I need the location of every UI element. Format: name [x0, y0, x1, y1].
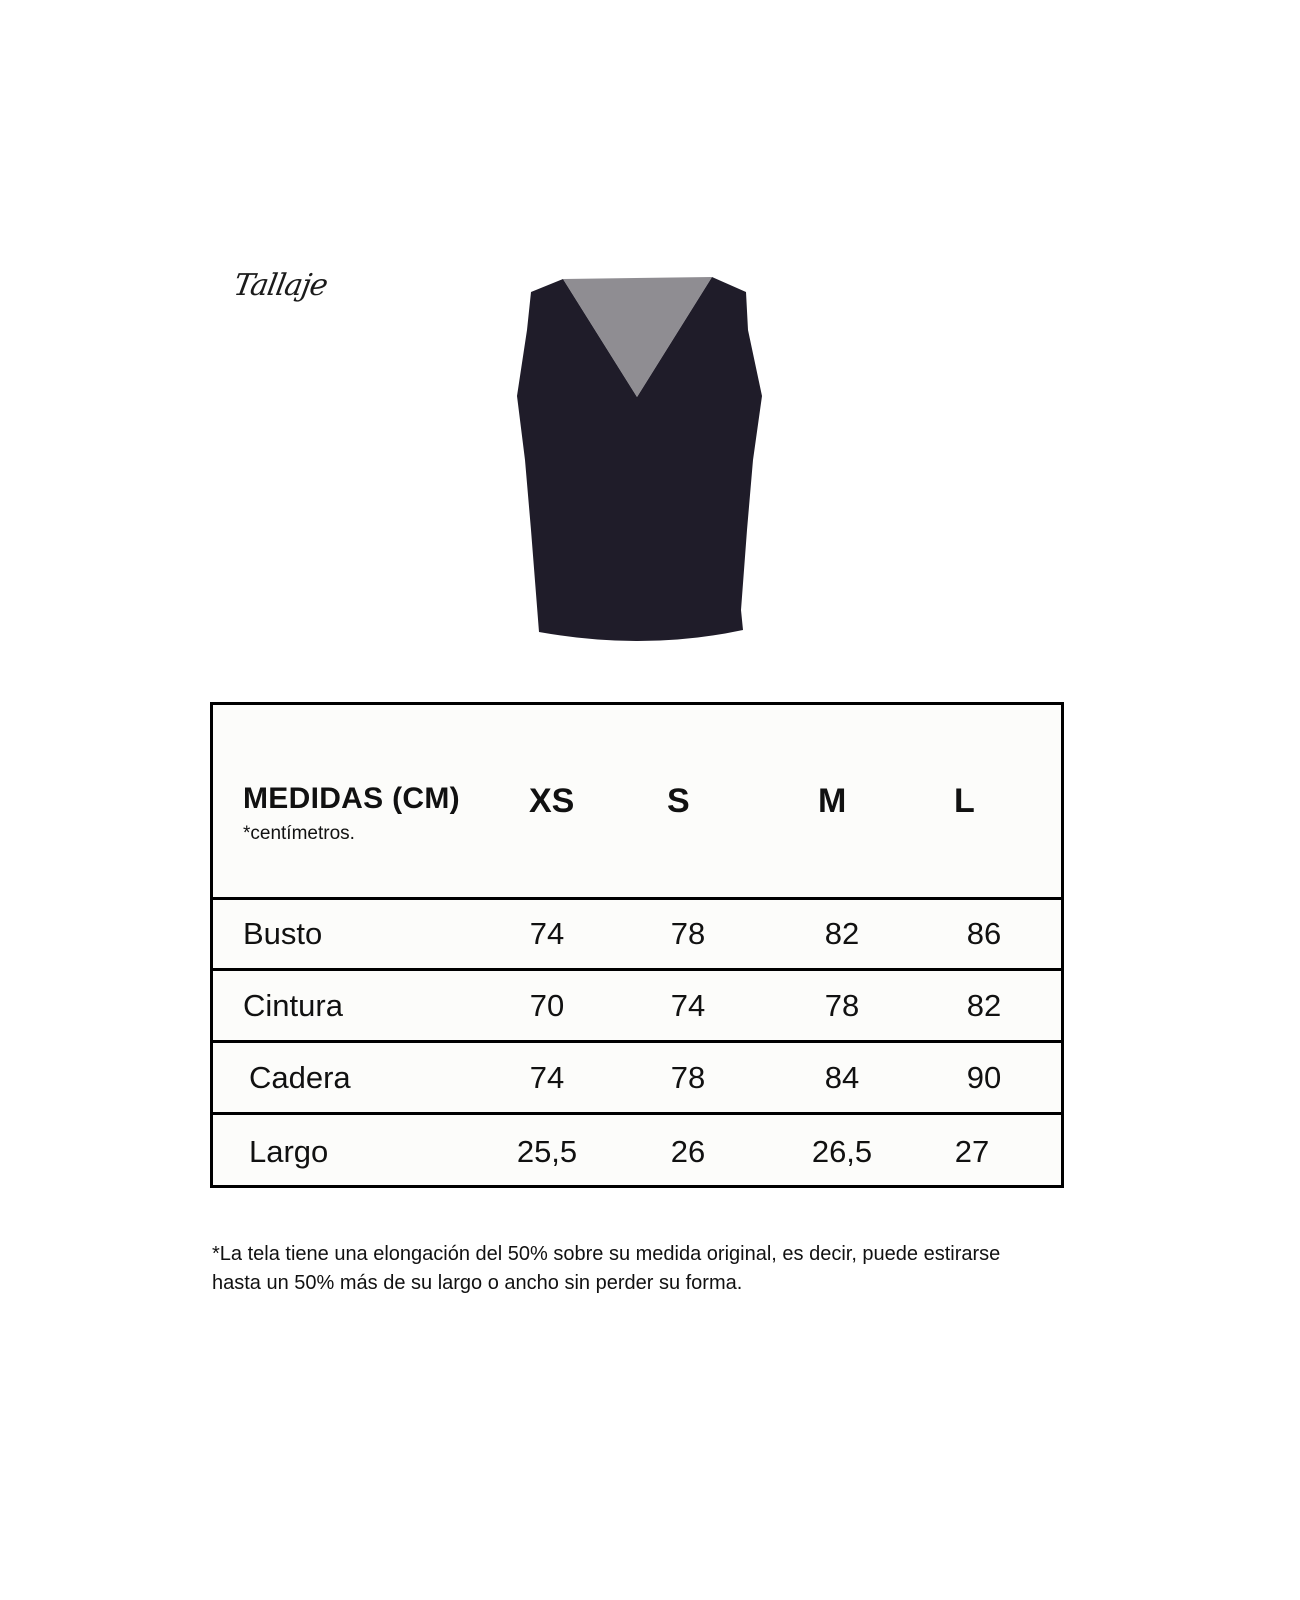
- table-header-row: [213, 705, 1064, 900]
- cell-l: 27: [954, 1133, 990, 1169]
- units-note: *centímetros.: [243, 823, 355, 844]
- size-chart-table: [210, 702, 1064, 1188]
- cell-xs: 74: [529, 1059, 565, 1095]
- footnote-line-2: hasta un 50% más de su largo o ancho sin perder su forma.: [212, 1272, 743, 1294]
- tallaje-title: Tallaje: [230, 268, 330, 303]
- tank-top-image: [515, 275, 765, 650]
- table-row-busto: [213, 900, 1064, 971]
- cell-xs: 74: [529, 916, 565, 951]
- footnote-line-1: *La tela tiene una elongación del 50% sobre su medida original, es decir, puede estirarse: [212, 1243, 1001, 1265]
- size-header-xs: XS: [529, 782, 575, 820]
- cell-m: 26,5: [811, 1133, 873, 1169]
- cell-s: 78: [670, 1059, 706, 1095]
- cell-xs: 70: [529, 987, 565, 1023]
- cell-l: 82: [966, 987, 1002, 1023]
- cell-l: 90: [966, 1059, 1002, 1095]
- elongation-footnote: [212, 1240, 1092, 1298]
- row-label: Cintura: [243, 987, 343, 1023]
- cell-s: 26: [670, 1133, 706, 1169]
- cell-m: 84: [824, 1059, 860, 1095]
- size-header-s: S: [667, 782, 690, 820]
- table-row-cintura: [213, 971, 1064, 1043]
- cell-s: 74: [670, 987, 706, 1023]
- cell-s: 78: [670, 916, 706, 951]
- cell-m: 78: [824, 987, 860, 1023]
- row-label: Cadera: [249, 1059, 351, 1095]
- cell-m: 82: [824, 916, 860, 951]
- measurements-header: MEDIDAS (CM): [243, 782, 460, 815]
- cell-l: 86: [966, 916, 1002, 951]
- table-row-largo: [213, 1115, 1064, 1188]
- cell-xs: 25,5: [516, 1133, 578, 1169]
- table-row-cadera: [213, 1043, 1064, 1115]
- row-label: Largo: [249, 1133, 329, 1169]
- size-header-m: M: [818, 782, 847, 820]
- row-label: Busto: [243, 916, 323, 951]
- size-header-l: L: [954, 782, 975, 820]
